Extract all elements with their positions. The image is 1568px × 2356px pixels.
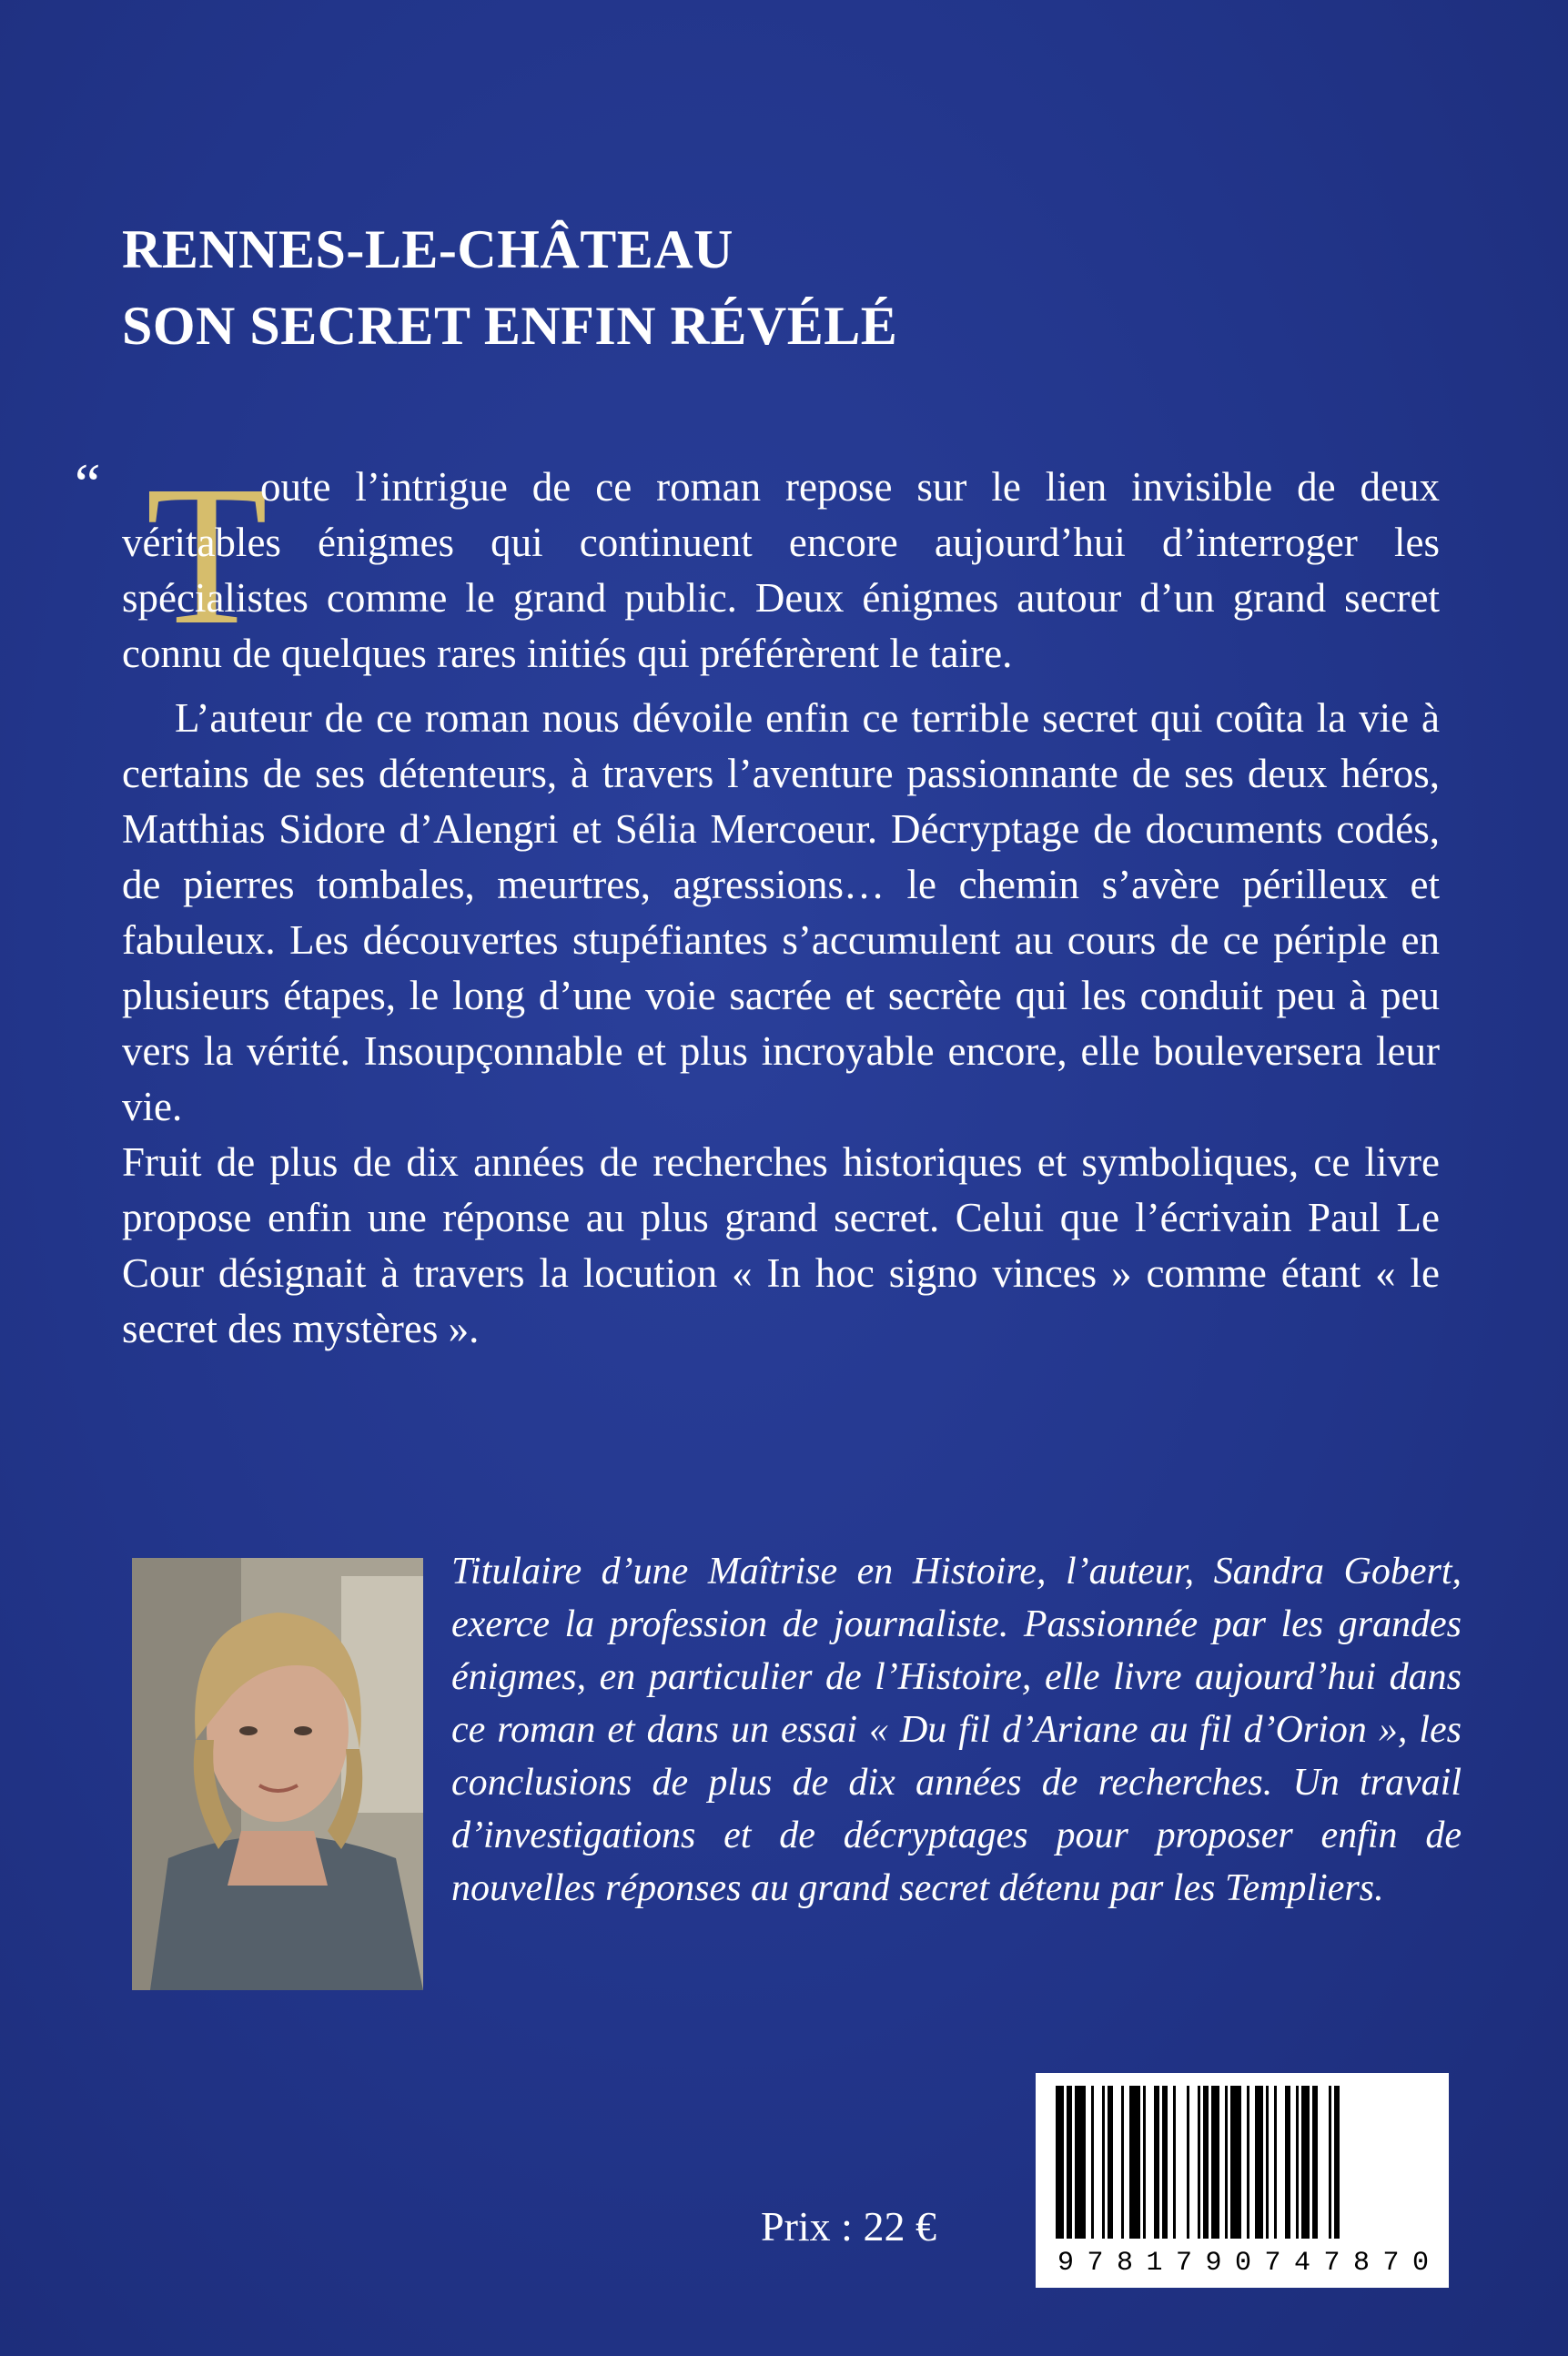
barcode-bar [1143, 2086, 1146, 2239]
barcode-bar [1274, 2086, 1277, 2239]
title-line-1: RENNES-LE-CHÂTEAU [122, 219, 733, 279]
barcode-bar [1075, 2086, 1086, 2239]
barcode-bar [1067, 2086, 1072, 2239]
barcode-bar [1211, 2086, 1219, 2239]
barcode-bar [1225, 2086, 1228, 2239]
barcode-bar [1154, 2086, 1159, 2239]
isbn-number: 9781790747870 [1057, 2248, 1442, 2279]
barcode-bar [1312, 2086, 1318, 2239]
opening-quote-mark: “ [75, 451, 101, 516]
drop-cap: T [146, 444, 268, 666]
blurb-paragraph-3: Fruit de plus de dix années de recherches historiques et symboliques, ce livre propose enfin une réponse au plus grand secret. Celui que l’écrivain Paul Le Cour désignait à travers la locution « In hoc signo vinces » comme étant « le secret des mystères ». [122, 1139, 1440, 1351]
barcode-bar [1102, 2086, 1105, 2239]
barcode-bar [1091, 2086, 1094, 2239]
author-portrait-illustration [132, 1558, 423, 1990]
barcode-bar [1296, 2086, 1299, 2239]
barcode-bar [1285, 2086, 1290, 2239]
barcode-bar [1056, 2086, 1064, 2239]
author-photo [132, 1558, 423, 1990]
barcode-bar [1334, 2086, 1340, 2239]
blurb-paragraph-1: oute l’intrigue de ce roman repose sur le lien invisible de deux véritables énigmes qui continuent encore aujourd’hui d’interroger les spécialistes comme le grand public. Deux énigmes autour d’un grand secret connu de quelques rares initiés qui préférèrent le taire. [122, 464, 1440, 676]
blurb-text [122, 460, 1440, 1357]
barcode-bar [1230, 2086, 1241, 2239]
barcode-bar [1255, 2086, 1263, 2239]
book-title [122, 211, 897, 364]
barcode-bar [1187, 2086, 1189, 2239]
barcode-bar [1121, 2086, 1124, 2239]
barcode-bar [1203, 2086, 1209, 2239]
barcode-bar [1329, 2086, 1331, 2239]
title-line-2: SON SECRET ENFIN RÉVÉLÉ [122, 296, 898, 356]
barcode-bar [1108, 2086, 1113, 2239]
blurb-paragraph-2: L’auteur de ce roman nous dévoile enfin ce terrible secret qui coûta la vie à certains de ses détenteurs, à travers l’aventure passionnante de ses deux héros, Matthias Sidore d’Alengri et Sélia Mercoeur. Décryptage de documents codés, de pierres tombales, meurtres, agressions… le chemin s’avère périlleux et fabuleux. Les découvertes stupéfiantes s’accumulent au cours de ce périple en plusieurs étapes, le long d’une voie sacrée et secrète qui les conduit peu à peu vers la vérité. Insoupçonnable et plus incroyable encore, elle bouleversera leur vie. [122, 695, 1440, 1129]
barcode-bar [1173, 2086, 1176, 2239]
barcode-bar [1266, 2086, 1269, 2239]
barcode-bar [1247, 2086, 1249, 2239]
barcode-bar [1129, 2086, 1140, 2239]
author-bio: Titulaire d’une Maîtrise en Histoire, l’auteur, Sandra Gobert, exerce la profession de journaliste. Passionnée par les grandes énigmes, en particulier de l’Histoire, elle livre aujourd’hui dans ce roman et dans un essai « Du fil d’Ariane au fil d’Orion », les conclusions de plus de dix années de recherches. Un travail d’investigations et de décryptages pour proposer enfin de nouvelles réponses au grand secret détenu par les Templiers. [451, 1551, 1462, 1909]
barcode-bar [1198, 2086, 1200, 2239]
barcode-bar [1162, 2086, 1168, 2239]
price-label: Prix : 22 € [761, 2203, 936, 2250]
barcode-bar [1301, 2086, 1310, 2239]
